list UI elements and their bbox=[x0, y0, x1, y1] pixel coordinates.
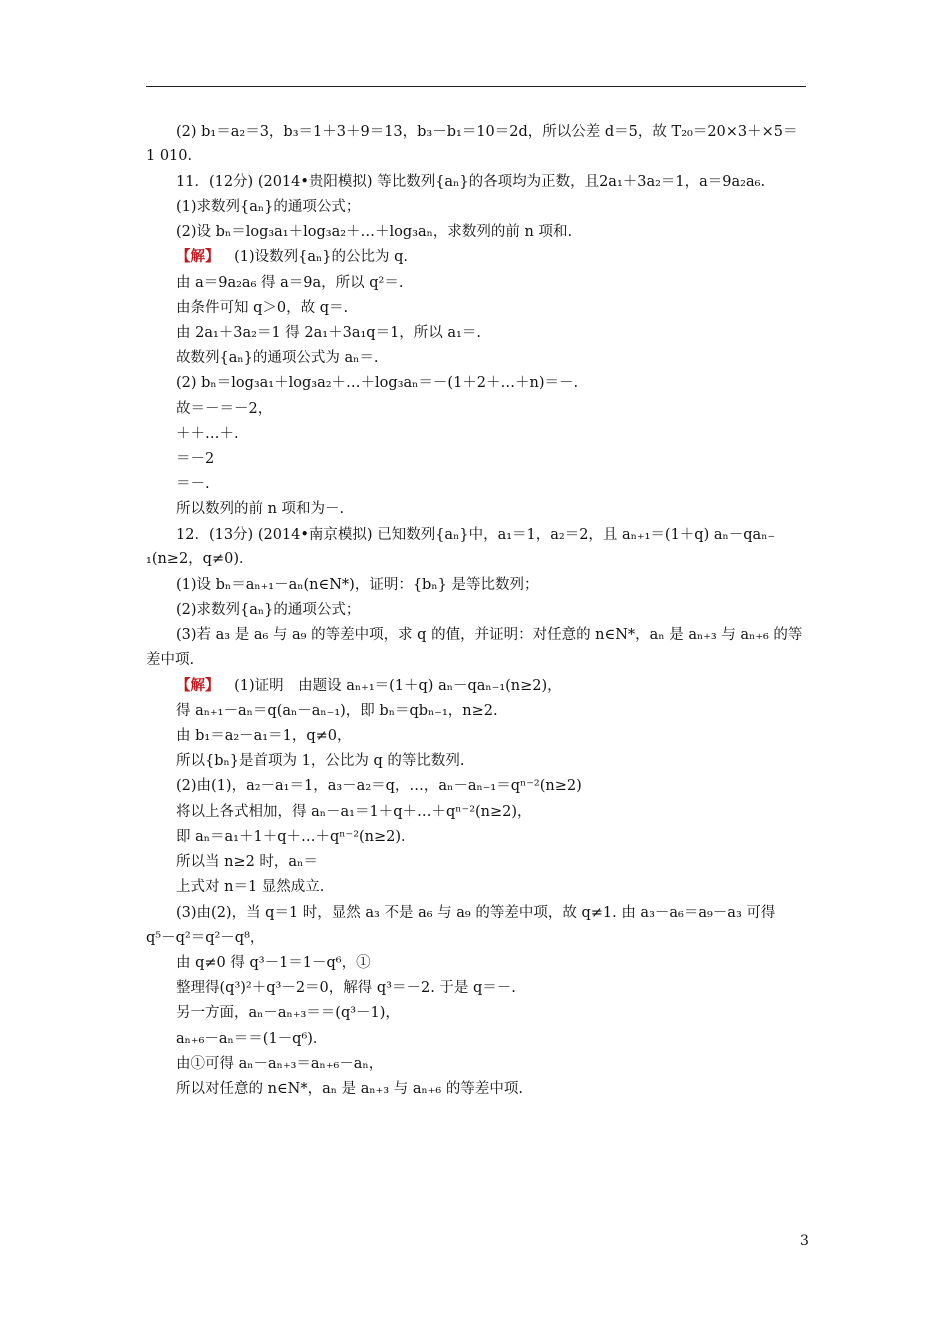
text-line: ＝－2 bbox=[176, 451, 215, 467]
problem-12-heading: 12．(13分) (2014•南京模拟) 已知数列{aₙ}中，a₁＝1，a₂＝2，且 aₙ₊₁＝(1＋q) aₙ－qaₙ₋ bbox=[176, 527, 776, 543]
text-line: 整理得(q³)²＋q³－2＝0，解得 q³＝－2. 于是 q＝－. bbox=[176, 980, 516, 996]
text-line: 即 aₙ＝a₁＋1＋q＋…＋qⁿ⁻²(n≥2)． bbox=[176, 829, 416, 845]
text-line: (2)设 bₙ＝log₃a₁＋log₃a₂＋…＋log₃aₙ，求数列的前 n 项和. bbox=[176, 224, 573, 240]
solution-line bbox=[176, 246, 408, 268]
text-line: 由 a＝9a₂a₆ 得 a＝9a，所以 q²＝. bbox=[176, 275, 404, 291]
solution-line bbox=[176, 675, 562, 697]
text-line: 所以当 n≥2 时，aₙ＝ bbox=[176, 854, 318, 870]
text-line: ＋＋…＋. bbox=[176, 426, 239, 442]
text-line: (3)由(2)，当 q＝1 时，显然 a₃ 不是 a₆ 与 a₉ 的等差中项，故 q≠1. 由 a₃－a₆＝a₉－a₃ 可得 bbox=[176, 905, 776, 921]
text-line: (2) bₙ＝log₃a₁＋log₃a₂＋…＋log₃aₙ＝－(1＋2＋…＋n)＝－. bbox=[176, 375, 579, 391]
text-line: 所以对任意的 n∈N*，aₙ 是 aₙ₊₃ 与 aₙ₊₆ 的等差中项. bbox=[176, 1081, 523, 1097]
text-line: aₙ₊₆－aₙ＝＝(1－q⁶)． bbox=[176, 1031, 328, 1047]
text-line: ＝－. bbox=[176, 476, 210, 492]
text-line: 另一方面，aₙ－aₙ₊₃＝＝(q³－1)， bbox=[176, 1005, 400, 1021]
text-line: (2)求数列{aₙ}的通项公式； bbox=[176, 602, 361, 618]
text-line: (1)求数列{aₙ}的通项公式； bbox=[176, 199, 361, 215]
text-line: 由条件可知 q＞0，故 q＝. bbox=[176, 300, 349, 316]
header-rule bbox=[146, 86, 806, 87]
text-line: 由 q≠0 得 q³－1＝1－q⁶，① bbox=[176, 955, 371, 971]
problem-11-heading: 11．(12分) (2014•贵阳模拟) 等比数列{aₙ}的各项均为正数，且2a₁＋3a₂＝1，a＝9a₂a₆. bbox=[176, 174, 766, 190]
text-line: 故＝－＝－2， bbox=[176, 401, 273, 417]
text-line: 所以数列的前 n 项和为－. bbox=[176, 501, 345, 517]
solution-label: 【解】 bbox=[176, 248, 220, 265]
solution-label: 【解】 bbox=[176, 677, 220, 694]
text-line: ₁(n≥2，q≠0)． bbox=[146, 551, 254, 567]
text-line: 故数列{aₙ}的通项公式为 aₙ＝. bbox=[176, 350, 379, 366]
text-line: 所以{bₙ}是首项为 1，公比为 q 的等比数列. bbox=[176, 753, 465, 769]
text-line: 得 aₙ₊₁－aₙ＝q(aₙ－aₙ₋₁)，即 bₙ＝qbₙ₋₁，n≥2. bbox=[176, 703, 498, 719]
text-line: (1)设数列{aₙ}的公比为 q. bbox=[234, 249, 409, 265]
page-number: 3 bbox=[800, 1233, 809, 1249]
text-line: 上式对 n＝1 显然成立. bbox=[176, 879, 325, 895]
text-line: 1 010. bbox=[146, 148, 193, 164]
text-line: (2)由(1)，a₂－a₁＝1，a₃－a₂＝q，…，aₙ－aₙ₋₁＝qⁿ⁻²(n≥2) bbox=[176, 778, 582, 794]
text-line: 由 b₁＝a₂－a₁＝1，q≠0， bbox=[176, 728, 352, 744]
text-line: 由①可得 aₙ－aₙ₊₃＝aₙ₊₆－aₙ， bbox=[176, 1056, 384, 1072]
text-line: 将以上各式相加，得 aₙ－a₁＝1＋q＋…＋qⁿ⁻²(n≥2)， bbox=[176, 804, 532, 820]
text-line: (1)设 bₙ＝aₙ₊₁－aₙ(n∈N*)，证明：{bₙ} 是等比数列； bbox=[176, 577, 539, 593]
text-line: (2) b₁＝a₂＝3，b₃＝1＋3＋9＝13，b₃－b₁＝10＝2d，所以公差 d＝5，故 T₂₀＝20×3＋×5＝ bbox=[176, 124, 798, 140]
text-line: 差中项. bbox=[146, 652, 195, 668]
text-line: q⁵－q²＝q²－q⁸， bbox=[146, 930, 265, 946]
text-line: 由 2a₁＋3a₂＝1 得 2a₁＋3a₁q＝1，所以 a₁＝. bbox=[176, 325, 481, 341]
text-line: (1)证明 由题设 aₙ₊₁＝(1＋q) aₙ－qaₙ₋₁(n≥2)， bbox=[234, 678, 562, 694]
text-line: (3)若 a₃ 是 a₆ 与 a₉ 的等差中项，求 q 的值，并证明：对任意的 n∈N*，aₙ 是 aₙ₊₃ 与 aₙ₊₆ 的等 bbox=[176, 627, 803, 643]
